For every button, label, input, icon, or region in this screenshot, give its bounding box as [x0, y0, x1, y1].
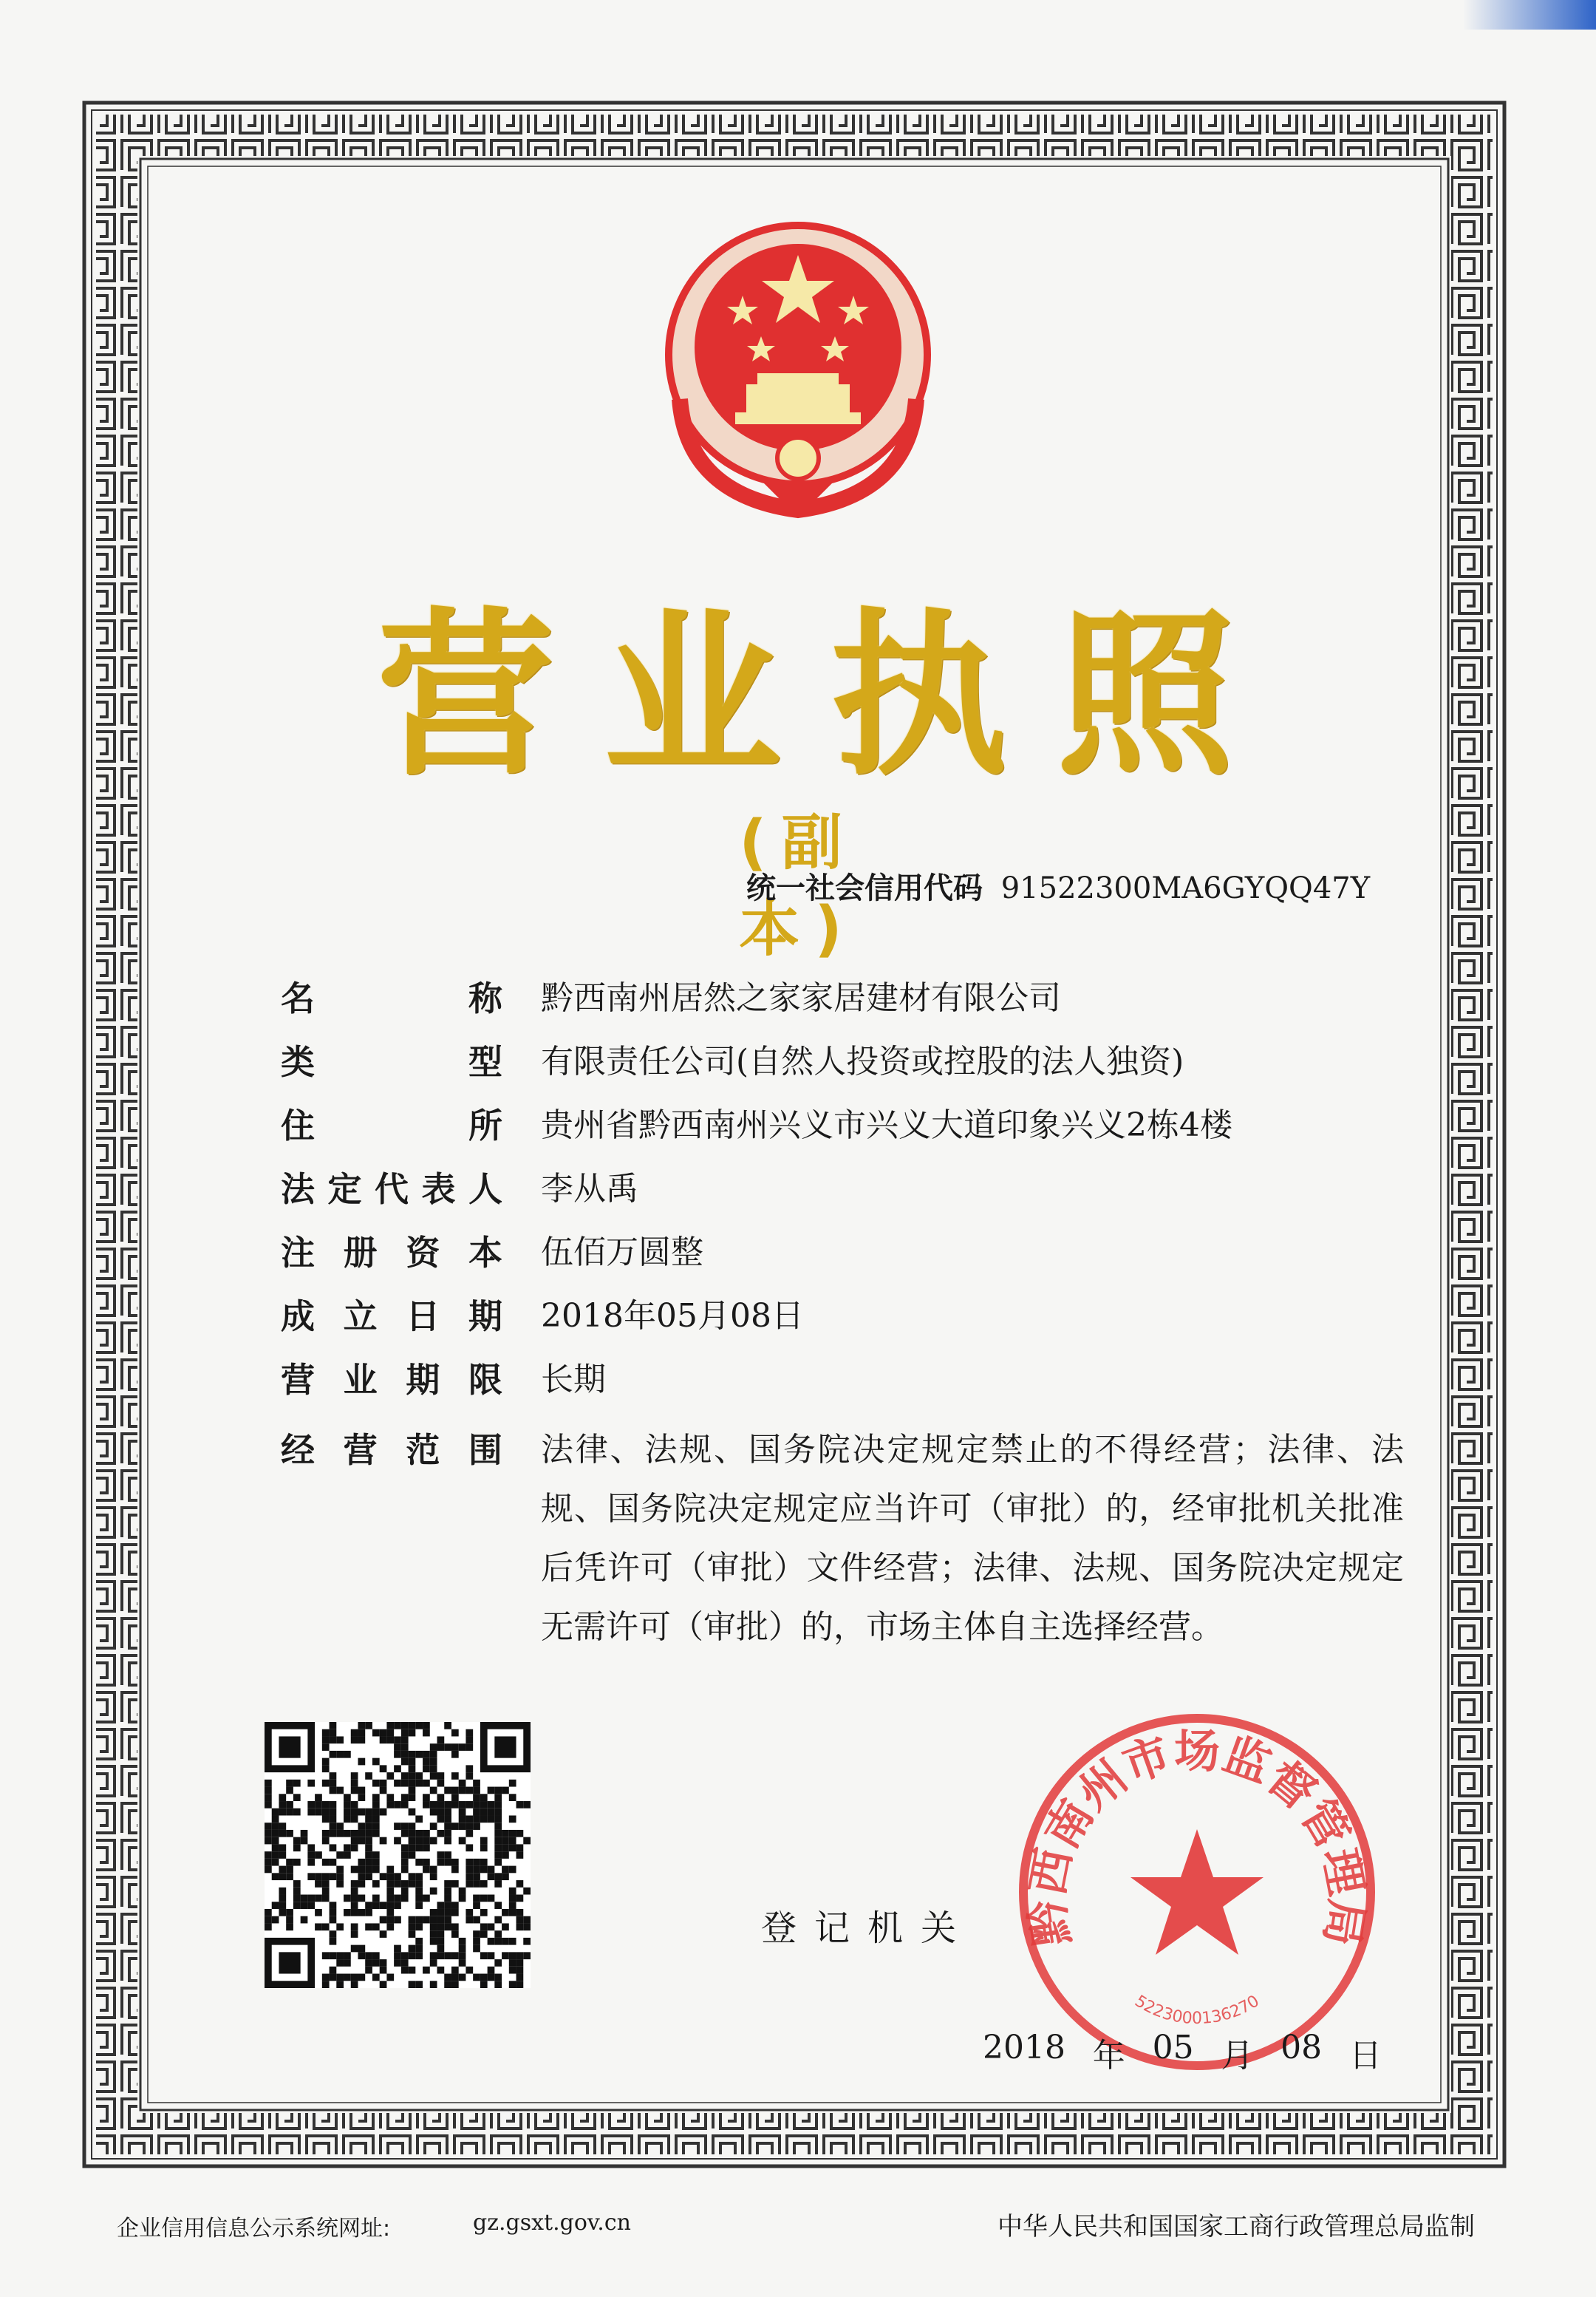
- field-value: 伍佰万圆整: [541, 1233, 703, 1271]
- field-row-established: [281, 1293, 1404, 1357]
- date-month: 05: [1152, 2029, 1194, 2066]
- title-char: 业: [603, 591, 781, 799]
- field-value: 2018年05月08日: [541, 1297, 804, 1335]
- field-label: 类 型: [281, 1042, 502, 1082]
- credit-code-line: [746, 865, 1411, 909]
- seal-star-icon: [1130, 1829, 1264, 1955]
- field-value: 贵州省黔西南州兴义市兴义大道印象兴义2栋4楼: [541, 1106, 1232, 1144]
- field-row-scope: [281, 1420, 1404, 1657]
- field-label: 经 营 范 围: [281, 1430, 502, 1470]
- field-value: 黔西南州居然之家家居建材有限公司: [541, 979, 1061, 1017]
- qr-code[interactable]: [265, 1722, 531, 1988]
- field-value: 长期: [541, 1361, 606, 1398]
- scope-value: 法律、法规、国务院决定规定禁止的不得经营；法律、法规、国务院决定规定应当许可（审批）的，经审批机关批准后凭许可（审批）文件经营；法律、法规、国务院决定规定无需许可（审批）的，市场主体自主选择经营。: [541, 1431, 1404, 1646]
- field-label: 营 业 期 限: [281, 1360, 502, 1400]
- date-day: 08: [1280, 2029, 1323, 2066]
- credit-code-value: 91522300MA6GYQQ47Y: [1000, 871, 1371, 905]
- official-seal: [1005, 1700, 1389, 2084]
- field-row-address: [281, 1103, 1404, 1166]
- seal-text: 黔西南州市场监督管理局: [1020, 1723, 1374, 1950]
- field-value: 李从禹: [541, 1170, 638, 1208]
- national-emblem-icon: [658, 214, 938, 525]
- field-row-type: [281, 1039, 1404, 1103]
- field-label: 成 立 日 期: [281, 1296, 502, 1336]
- field-label: 名 称: [281, 979, 502, 1018]
- registration-date: [983, 2029, 1382, 2080]
- license-title: [362, 576, 1249, 799]
- date-year-unit: 年: [1092, 2037, 1125, 2075]
- seal-number: 5223000136270: [1131, 1992, 1263, 2029]
- license-subtitle: (副 本): [739, 808, 857, 964]
- footer-url[interactable]: gz.gsxt.gov.cn: [473, 2210, 631, 2236]
- date-month-unit: 月: [1221, 2037, 1254, 2075]
- title-char: 执: [830, 591, 1008, 799]
- field-label: 注 册 资 本: [281, 1233, 502, 1273]
- title-char: 营: [376, 591, 554, 799]
- license-fields: [281, 976, 1404, 1657]
- field-row-name: [281, 976, 1404, 1039]
- date-day-unit: 日: [1348, 2037, 1382, 2075]
- footer-supervisor: 中华人民共和国国家工商行政管理总局监制: [998, 2212, 1475, 2242]
- scan-edge: [1463, 0, 1596, 30]
- field-label: 住 所: [281, 1106, 502, 1146]
- title-char: 照: [1056, 591, 1234, 799]
- registration-authority-label: 登记机关: [761, 1908, 975, 1949]
- date-year: 2018: [983, 2029, 1065, 2066]
- field-row-legal-rep: [281, 1166, 1404, 1230]
- footer-label: 企业信用信息公示系统网址:: [117, 2216, 391, 2242]
- field-label: 法 定 代 表 人: [281, 1169, 502, 1209]
- field-row-term: [281, 1357, 1404, 1420]
- svg-text:5223000136270: [1131, 1992, 1263, 2028]
- field-value: 有限责任公司(自然人投资或控股的法人独资): [541, 1043, 1184, 1081]
- field-row-capital: [281, 1230, 1404, 1293]
- credit-code-label: 统一社会信用代码: [746, 871, 983, 905]
